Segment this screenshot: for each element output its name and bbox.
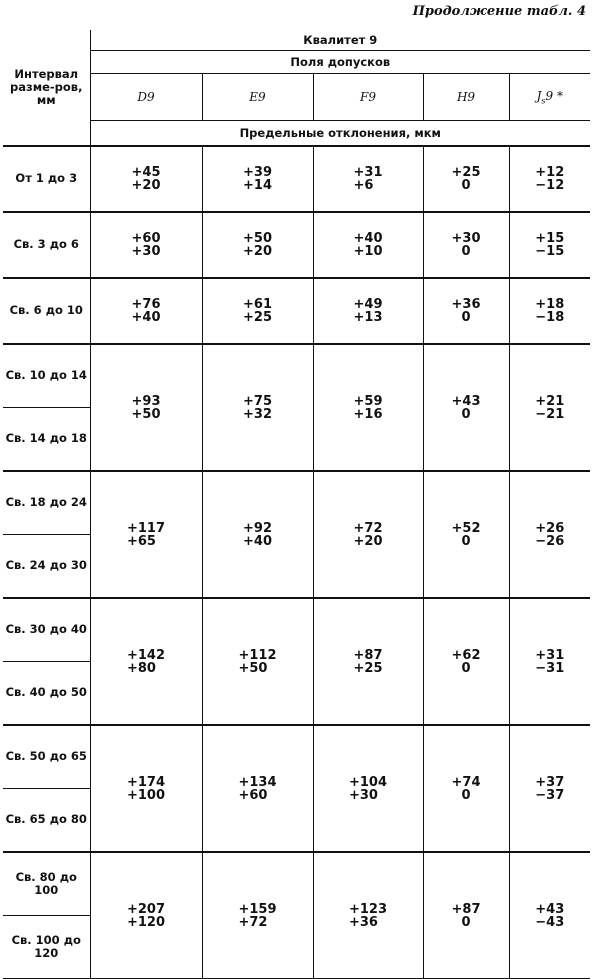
- deviation-pair: [132, 298, 161, 324]
- deviation-pair: [132, 166, 161, 192]
- deviation-upper: +74: [451, 774, 481, 790]
- deviation-lower: 0: [461, 533, 471, 549]
- deviation-lower: +10: [353, 244, 383, 259]
- deviation-lower: +100: [126, 787, 166, 803]
- deviation-upper: +30: [451, 231, 481, 246]
- deviation-upper: +75: [243, 393, 272, 409]
- deviation-upper: +45: [131, 165, 161, 180]
- deviation-upper: +60: [131, 231, 161, 246]
- deviation-pair: [243, 522, 272, 548]
- range-cell: Св. 40 до 50: [3, 662, 90, 726]
- deviation-cell: [313, 471, 423, 598]
- deviation-cell: [509, 344, 590, 471]
- deviation-cell: [423, 852, 509, 979]
- deviation-upper: +31: [353, 165, 383, 180]
- deviation-pair: [127, 649, 165, 675]
- column-header-h9: H9: [423, 74, 509, 121]
- table-row: [3, 344, 590, 408]
- deviation-cell: [509, 598, 590, 725]
- range-cell: Св. 100 до 120: [3, 916, 90, 979]
- deviation-pair: [452, 903, 481, 929]
- deviation-pair: [127, 903, 165, 929]
- deviation-upper: +52: [451, 520, 481, 536]
- deviation-upper: +92: [243, 520, 272, 536]
- deviation-pair: [452, 166, 481, 192]
- deviation-cell: [202, 212, 313, 278]
- deviation-upper: +25: [451, 165, 481, 180]
- deviation-lower: +32: [243, 406, 272, 422]
- deviation-pair: [132, 395, 161, 421]
- deviation-lower: −43: [535, 914, 565, 930]
- deviation-cell: [90, 146, 202, 212]
- deviation-lower: +80: [126, 660, 156, 676]
- deviation-pair: [535, 776, 564, 802]
- deviation-pair: [354, 298, 383, 324]
- deviation-lower: +14: [243, 178, 272, 193]
- deviation-lower: +20: [353, 533, 383, 549]
- grade-header: Квалитет 9: [303, 33, 378, 47]
- deviation-upper: +50: [243, 231, 272, 246]
- table-caption: Продолжение табл. 4: [412, 4, 586, 19]
- tolerance-table: [3, 30, 590, 979]
- deviation-upper: +123: [348, 901, 388, 917]
- column-header-e9: E9: [202, 74, 313, 121]
- deviation-cell: [90, 344, 202, 471]
- deviation-pair: [535, 232, 564, 258]
- deviation-lower: +25: [353, 660, 383, 676]
- deviation-pair: [354, 395, 383, 421]
- deviation-cell: [90, 471, 202, 598]
- deviation-lower: −15: [535, 244, 565, 259]
- range-cell: Св. 14 до 18: [3, 408, 90, 472]
- deviation-cell: [202, 471, 313, 598]
- range-cell: Св. 24 до 30: [3, 535, 90, 599]
- deviation-pair: [535, 649, 564, 675]
- table-row: [3, 212, 590, 278]
- deviation-cell: [423, 146, 509, 212]
- column-header-js9: [509, 74, 590, 121]
- deviation-pair: [349, 903, 387, 929]
- deviation-pair: [535, 298, 564, 324]
- deviation-upper: +31: [535, 647, 565, 663]
- deviation-lower: −26: [535, 533, 565, 549]
- range-cell: Св. 10 до 14: [3, 344, 90, 408]
- deviation-cell: [423, 471, 509, 598]
- js-letter: J: [536, 88, 542, 103]
- deviation-lower: +50: [238, 660, 268, 676]
- deviation-pair: [452, 776, 481, 802]
- deviation-lower: +40: [131, 310, 161, 325]
- deviation-cell: [202, 344, 313, 471]
- deviation-pair: [354, 166, 383, 192]
- deviation-lower: −21: [535, 406, 565, 422]
- deviation-cell: [423, 598, 509, 725]
- deviation-upper: +49: [353, 297, 383, 312]
- deviation-lower: +6: [353, 178, 374, 193]
- range-cell: Св. 65 до 80: [3, 789, 90, 853]
- deviation-lower: +20: [131, 178, 161, 193]
- fields-header: Поля допусков: [90, 51, 590, 74]
- deviation-pair: [349, 776, 387, 802]
- deviation-lower: +20: [243, 244, 272, 259]
- deviation-lower: +120: [126, 914, 166, 930]
- deviation-cell: [313, 278, 423, 344]
- deviation-cell: [313, 725, 423, 852]
- deviation-upper: +93: [131, 393, 161, 409]
- deviation-lower: −37: [535, 787, 565, 803]
- deviation-pair: [238, 903, 276, 929]
- deviation-pair: [452, 395, 481, 421]
- deviation-pair: [132, 232, 161, 258]
- deviation-upper: +174: [126, 774, 166, 790]
- deviation-upper: +43: [535, 901, 565, 917]
- deviation-cell: [509, 278, 590, 344]
- deviation-upper: +39: [243, 165, 272, 180]
- deviation-cell: [509, 852, 590, 979]
- deviation-lower: +13: [353, 310, 383, 325]
- range-cell: Св. 3 до 6: [3, 212, 90, 278]
- deviation-lower: 0: [461, 310, 471, 325]
- deviation-pair: [535, 522, 564, 548]
- table-row: [3, 725, 590, 789]
- deviation-cell: [423, 212, 509, 278]
- deviation-cell: [202, 852, 313, 979]
- deviation-lower: 0: [461, 244, 471, 259]
- deviation-cell: [90, 598, 202, 725]
- table-row: [3, 471, 590, 535]
- column-header-d9: D9: [90, 74, 202, 121]
- deviation-lower: +65: [126, 533, 156, 549]
- units-header: Предельные отклонения, мкм: [90, 121, 590, 147]
- deviation-upper: +72: [353, 520, 383, 536]
- deviation-pair: [535, 903, 564, 929]
- deviation-cell: [313, 146, 423, 212]
- deviation-lower: 0: [461, 787, 471, 803]
- deviation-lower: +36: [348, 914, 378, 930]
- interval-header: [3, 30, 90, 146]
- deviation-pair: [354, 649, 383, 675]
- deviation-cell: [509, 146, 590, 212]
- deviation-upper: +15: [535, 231, 565, 246]
- deviation-upper: +112: [238, 647, 277, 663]
- range-cell: От 1 до 3: [3, 146, 90, 212]
- table-row: [3, 146, 590, 212]
- deviation-cell: [313, 852, 423, 979]
- deviation-pair: [452, 298, 481, 324]
- deviation-cell: [509, 212, 590, 278]
- deviation-upper: +117: [126, 520, 166, 536]
- deviation-cell: [202, 598, 313, 725]
- deviation-upper: +104: [348, 774, 388, 790]
- table-row: [3, 852, 590, 916]
- deviation-upper: +12: [535, 165, 565, 180]
- deviation-upper: +207: [126, 901, 166, 917]
- table-row: [3, 598, 590, 662]
- deviation-upper: +26: [535, 520, 565, 536]
- deviation-cell: [313, 344, 423, 471]
- column-header-f9: F9: [313, 74, 423, 121]
- deviation-pair: [535, 166, 564, 192]
- deviation-cell: [313, 598, 423, 725]
- deviation-lower: +60: [238, 787, 268, 803]
- deviation-lower: +30: [131, 244, 161, 259]
- deviation-lower: +40: [243, 533, 272, 549]
- deviation-cell: [90, 278, 202, 344]
- deviation-pair: [238, 776, 276, 802]
- deviation-cell: [509, 471, 590, 598]
- deviation-upper: +59: [353, 393, 383, 409]
- deviation-pair: [452, 522, 481, 548]
- range-cell: Св. 6 до 10: [3, 278, 90, 344]
- deviation-lower: +16: [353, 406, 383, 422]
- deviation-upper: +76: [131, 297, 161, 312]
- deviation-upper: +62: [451, 647, 481, 663]
- deviation-upper: +134: [238, 774, 277, 790]
- deviation-cell: [90, 852, 202, 979]
- deviation-lower: +50: [131, 406, 161, 422]
- deviation-cell: [90, 212, 202, 278]
- deviation-cell: [423, 278, 509, 344]
- deviation-cell: [423, 725, 509, 852]
- deviation-upper: +87: [353, 647, 383, 663]
- deviation-pair: [127, 522, 165, 548]
- deviation-pair: [535, 395, 564, 421]
- deviation-lower: −31: [535, 660, 565, 676]
- deviation-pair: [243, 298, 272, 324]
- deviation-pair: [452, 232, 481, 258]
- range-cell: Св. 30 до 40: [3, 598, 90, 662]
- js-subscript: s: [541, 96, 546, 106]
- deviation-pair: [354, 522, 383, 548]
- deviation-pair: [243, 166, 272, 192]
- deviation-lower: +72: [238, 914, 268, 930]
- deviation-upper: +40: [353, 231, 383, 246]
- table-row: [3, 278, 590, 344]
- deviation-upper: +21: [535, 393, 565, 409]
- deviation-cell: [202, 725, 313, 852]
- deviation-upper: +159: [238, 901, 277, 917]
- deviation-lower: 0: [461, 660, 471, 676]
- deviation-upper: +61: [243, 297, 272, 312]
- range-cell: Св. 50 до 65: [3, 725, 90, 789]
- deviation-cell: [313, 212, 423, 278]
- deviation-upper: +37: [535, 774, 565, 790]
- deviation-upper: +43: [451, 393, 481, 409]
- deviation-pair: [354, 232, 383, 258]
- deviation-pair: [238, 649, 276, 675]
- deviation-lower: +30: [348, 787, 378, 803]
- deviation-cell: [90, 725, 202, 852]
- deviation-lower: −12: [535, 178, 565, 193]
- deviation-lower: +25: [243, 310, 272, 325]
- deviation-upper: +36: [451, 297, 481, 312]
- deviation-cell: [509, 725, 590, 852]
- deviation-pair: [243, 395, 272, 421]
- deviation-upper: +18: [535, 297, 565, 312]
- deviation-lower: −18: [535, 310, 565, 325]
- deviation-pair: [452, 649, 481, 675]
- deviation-upper: +142: [126, 647, 166, 663]
- deviation-cell: [423, 344, 509, 471]
- deviation-cell: [202, 278, 313, 344]
- range-cell: Св. 18 до 24: [3, 471, 90, 535]
- deviation-upper: +87: [451, 901, 481, 917]
- interval-header-text: Интервал разме-ров, мм: [10, 66, 83, 108]
- range-cell: Св. 80 до 100: [3, 852, 90, 916]
- js-suffix: 9 *: [545, 88, 563, 103]
- deviation-lower: 0: [461, 178, 471, 193]
- deviation-lower: 0: [461, 914, 471, 930]
- deviation-cell: [202, 146, 313, 212]
- deviation-lower: 0: [461, 406, 471, 422]
- deviation-pair: [127, 776, 165, 802]
- deviation-pair: [243, 232, 272, 258]
